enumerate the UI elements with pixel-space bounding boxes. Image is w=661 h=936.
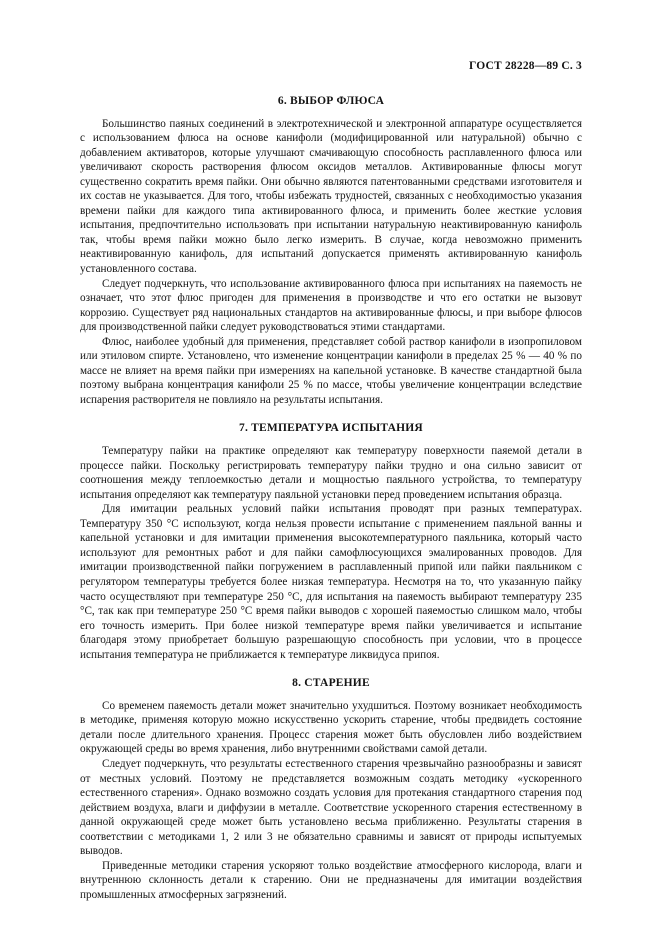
section-8-title: 8. СТАРЕНИЕ: [292, 677, 370, 690]
section-7-paragraph-2: Для имитации реальных условий пайки испытания проводят при разных температурах. Температуру 350 °С используют, когда нельзя провести испытание с применением паяльной ванны и капельной установки и для имитации применения высокотемпературного паяльника, который часто используют для ремонтных работ и для пайки самофлюсующихся эмалированных проводов. Для имитации производственной пайки погружением в расплавленный припой или пайки паяльником с регулятором температуры требуется более низкая температура. Несмотря на то, что указанную пайку часто осуществляют при температуре 250 °С, для испытания на паяемость выбирают температуру 235 °С, так как при температуре 250 °С время пайки выводов с хорошей паяемостью слишком мало, чтобы его точность измерить. При более низкой температуре время пайки увеличивается и испытание благодаря этому приобретает большую разрешающую способность при условии, что в процессе испытания температура не приближается к температуре ликвидуса припоя.: [80, 503, 582, 661]
section-8-paragraph-3: Приведенные методики старения ускоряют только воздействие атмосферного кислорода, влаги и внутреннюю склонность детали к старению. Они не предназначены для имитации воздействия промышленных атмосферных загрязнений.: [80, 859, 582, 901]
section-6-paragraph-2: Следует подчеркнуть, что использование активированного флюса при испытаниях на паяемость не означает, что этот флюс пригоден для применения в производстве и что его остатки не вызовут коррозию. Существует ряд национальных стандартов на активированные флюсы, и при выборе флюсов для производственной пайки следует руководствоваться этими стандартами.: [80, 277, 582, 334]
section-7-title: 7. ТЕМПЕРАТУРА ИСПЫТАНИЯ: [239, 422, 423, 435]
section-6-title: 6. ВЫБОР ФЛЮСА: [277, 95, 385, 107]
section-6-paragraph-1: Большинство паяных соединений в электротехнической и электронной аппаратуре осуществляется с использованием флюса на основе канифоли (модифицированной или натуральной) обычно с добавлением активаторов, которые улучшают смачивающую способность расплавленного флюса или увеличивают скорость растворения флюсом оксидов металлов. Активированные флюсы могут существенно сократить время пайки. Они обычно являются патентованными средствами изготовителя и их состав не указывается. Для того, чтобы избежать трудностей, связанных с необходимостью указания времени пайки для каждого типа активированного флюса, и применить более жесткие условия испытания, предпочтительно использовать при испытании натуральную неактивированную канифоль так, чтобы время пайки можно было легко измерить. В случае, когда невозможно применить неактивированную канифоль, для испытаний допускается применять активированную канифоль установленного состава.: [80, 117, 582, 276]
running-header: ГОСТ 28228—89 С. 3: [469, 60, 582, 72]
section-6-paragraph-3: Флюс, наиболее удобный для применения, представляет собой раствор канифоли в изопропиловом или этиловом спирте. Установлено, что изменение концентрации канифоли в пределах 25 % — 40 % по массе не влияет на время пайки при измерениях на капельной установке. В качестве стандартной была поэтому выбрана концентрация канифоли 25 % по массе, чтобы увеличение концентрации вследствие испарения растворителя не повлияло на результаты испытания.: [80, 335, 582, 406]
section-8-paragraph-2: Следует подчеркнуть, что результаты естественного старения чрезвычайно разнообразны и зависят от местных условий. Поэтому не представляется возможным создать методику «ускоренного естественного старения». Однако возможно создать условия для протекания стандартного старения под действием воздуха, влаги и диффузии в металле. Соответствие ускоренного старения естественному в данной окружающей среде может быть установлено весьма приближенно. Результаты старения в соответствии с методиками 1, 2 или 3 не обязательно сравнимы и зависят от природы испытуемых выводов.: [80, 757, 582, 858]
document-body: [80, 94, 582, 902]
section-7-paragraph-1: Температуру пайки на практике определяют как температуру поверхности паяемой детали в процессе пайки. Поскольку регистрировать температуру пайки трудно и она сильно зависит от соотношения между теплоемкостью детали и мощностью паяльного устройства, то температуру испытания определяют как температуру паяльной установки перед проведением испытания образца.: [80, 445, 582, 501]
section-8-paragraph-1: Со временем паяемость детали может значительно ухудшиться. Поэтому возникает необходимость в методике, применяя которую можно искусственно ускорить старение, чтобы предвидеть состояние детали после длительного хранения. Процесс старения может быть обусловлен либо воздействием окружающей среды во время хранения, либо внутренними свойствами самой детали.: [80, 699, 582, 756]
